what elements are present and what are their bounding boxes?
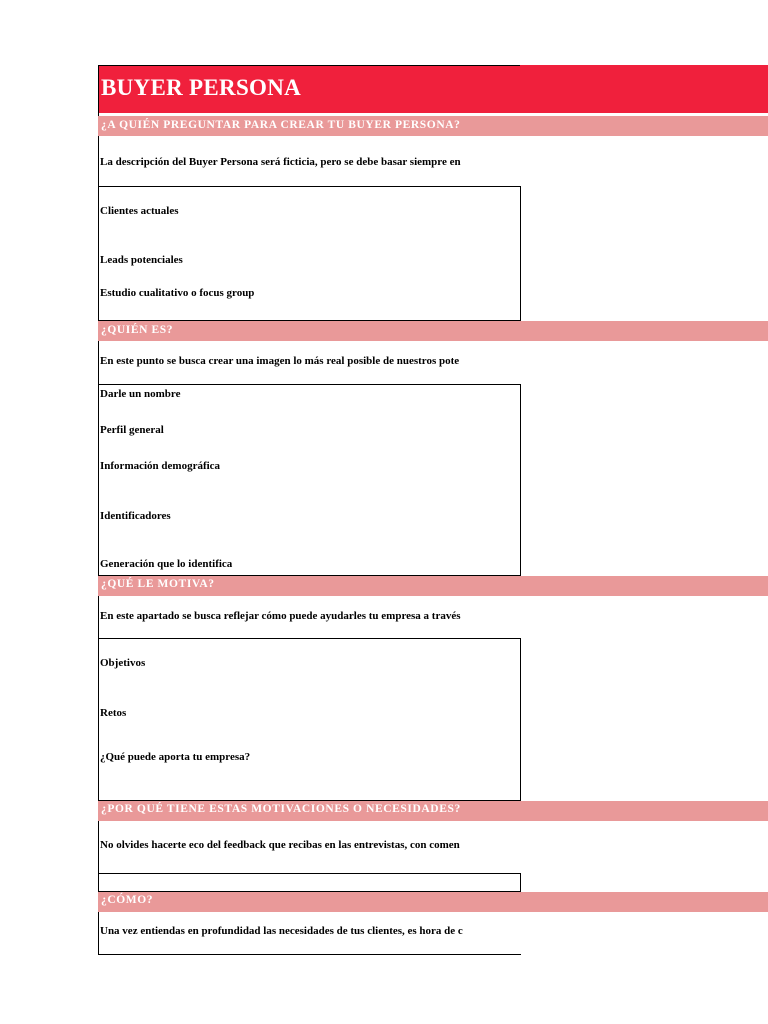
item-current-clients: Clientes actuales — [100, 205, 179, 217]
item-focus-group: Estudio cualitativo o focus group — [100, 287, 255, 299]
item-identifiers: Identificadores — [100, 510, 171, 522]
item-challenges: Retos — [100, 707, 127, 719]
item-give-name: Darle un nombre — [100, 388, 181, 400]
section-description: Una vez entiendas en profundidad las necesidades de tus clientes, es hora de c — [100, 925, 463, 937]
section-description: La descripción del Buyer Persona será ficticia, pero se debe basar siempre en — [100, 156, 461, 168]
item-general-profile: Perfil general — [100, 424, 164, 436]
item-generation: Generación que lo identifica — [100, 558, 233, 570]
bottom-border — [98, 954, 521, 955]
section-header-how — [98, 892, 768, 912]
section-heading: ¿POR QUÉ TIENE ESTAS MOTIVACIONES O NECESIDADES? — [101, 803, 461, 815]
section-description: En este apartado se busca reflejar cómo puede ayudarles tu empresa a través — [100, 610, 461, 622]
section-header-who-is — [98, 321, 768, 341]
section-heading: ¿QUÉ LE MOTIVA? — [101, 578, 215, 590]
items-box — [98, 873, 521, 892]
items-box — [98, 384, 521, 576]
section-description: En este punto se busca crear una imagen lo más real posible de nuestros pote — [100, 355, 460, 367]
document-title: BUYER PERSONA — [101, 75, 302, 100]
section-heading: ¿A QUIÉN PREGUNTAR PARA CREAR TU BUYER PERSONA? — [101, 119, 461, 131]
item-company-contribution: ¿Qué puede aporta tu empresa? — [100, 751, 251, 763]
section-heading: ¿QUIÉN ES? — [101, 324, 174, 336]
item-objectives: Objetivos — [100, 657, 146, 669]
section-heading: ¿CÓMO? — [101, 894, 154, 906]
item-demographics: Información demográfica — [100, 460, 221, 472]
section-description: No olvides hacerte eco del feedback que recibas en las entrevistas, con comen — [100, 839, 460, 851]
item-potential-leads: Leads potenciales — [100, 254, 183, 266]
items-box — [98, 638, 521, 801]
